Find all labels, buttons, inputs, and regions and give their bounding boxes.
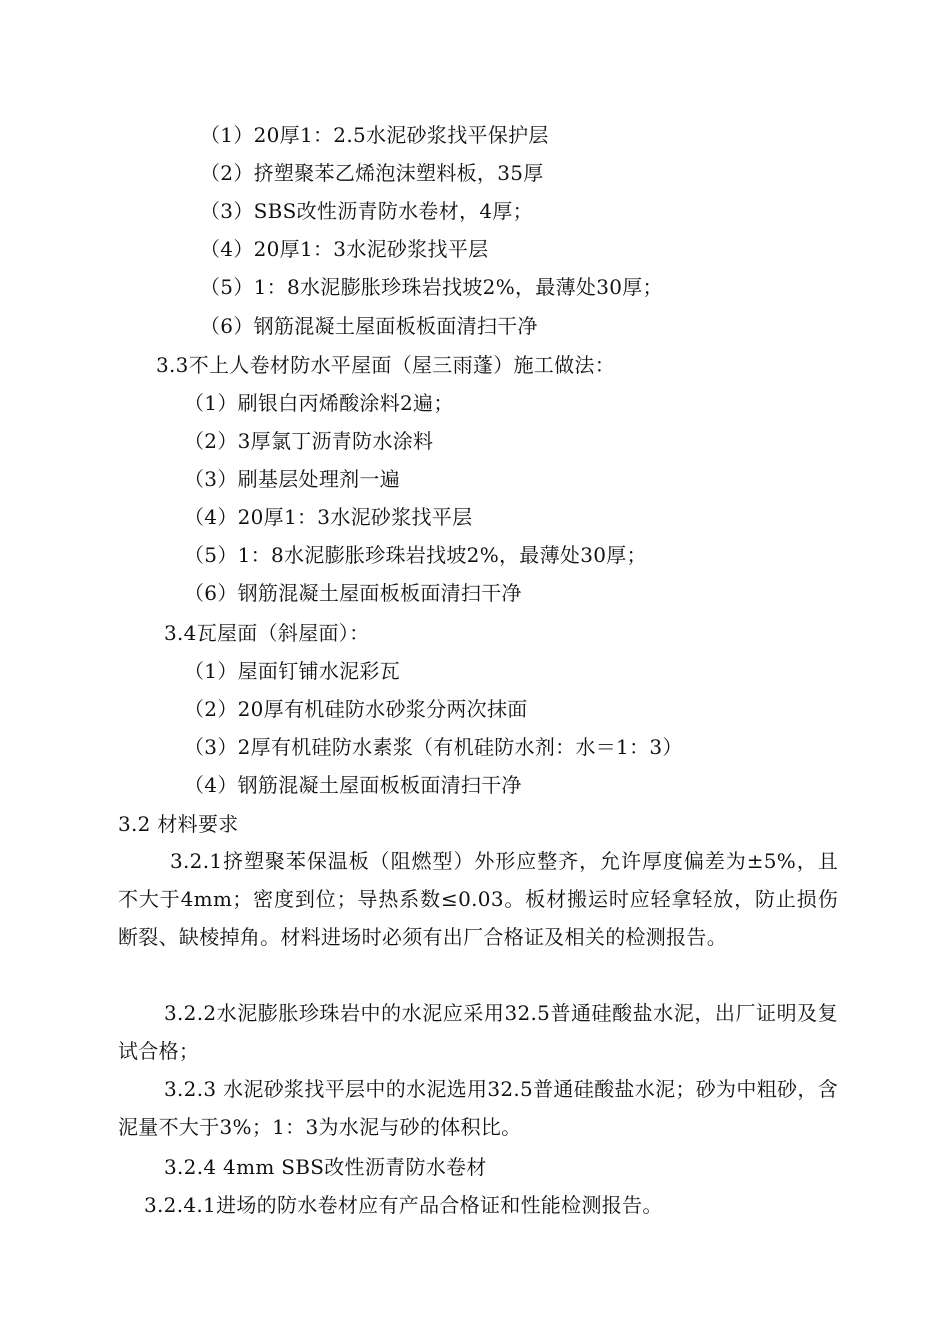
list-item: （2）挤塑聚苯乙烯泡沫塑料板，35厚	[200, 161, 544, 185]
list-item: （1）刷银白丙烯酸涂料2遍；	[184, 391, 454, 415]
list-item: （5）1：8水泥膨胀珍珠岩找坡2%，最薄处30厚；	[200, 275, 663, 299]
paragraph-3-2-3: 3.2.3 水泥砂浆找平层中的水泥选用32.5普通硅酸盐水泥；砂为中粗砂，含泥量不大于3%；1：3为水泥与砂的体积比。	[118, 1077, 838, 1139]
list-item: （6）钢筋混凝土屋面板板面清扫干净	[184, 581, 522, 605]
paragraph-3-2-1: 3.2.1挤塑聚苯保温板（阻燃型）外形应整齐，允许厚度偏差为±5%，且不大于4mm；密度到位；导热系数≤0.03。板材搬运时应轻拿轻放，防止损伤断裂、缺棱掉角。材料进场时必须有出厂合格证及相关的检测报告。	[118, 849, 838, 949]
section-heading: 3.2.4 4mm SBS改性沥青防水卷材	[164, 1155, 487, 1179]
list-item: （3）SBS改性沥青防水卷材，4厚；	[200, 199, 533, 223]
list-item: （1）屋面钉铺水泥彩瓦	[184, 659, 401, 683]
list-item: （2）20厚有机硅防水砂浆分两次抹面	[184, 697, 528, 721]
list-item: （4）钢筋混凝土屋面板板面清扫干净	[184, 773, 522, 797]
list-item: （3）刷基层处理剂一遍	[184, 467, 401, 491]
list-item: （5）1：8水泥膨胀珍珠岩找坡2%，最薄处30厚；	[184, 543, 647, 567]
list-item: （2）3厚氯丁沥青防水涂料	[184, 429, 434, 453]
section-heading: 3.2 材料要求	[118, 812, 239, 836]
list-item: （1）20厚1：2.5水泥砂浆找平保护层	[200, 123, 549, 147]
section-heading: 3.3不上人卷材防水平屋面（屋三雨蓬）施工做法：	[156, 353, 616, 377]
paragraph-3-2-4-1: 3.2.4.1进场的防水卷材应有产品合格证和性能检测报告。	[144, 1193, 663, 1217]
list-item: （6）钢筋混凝土屋面板板面清扫干净	[200, 314, 538, 338]
list-item: （3）2厚有机硅防水素浆（有机硅防水剂：水＝1：3）	[184, 735, 683, 759]
list-item: （4）20厚1：3水泥砂浆找平层	[184, 505, 473, 529]
paragraph-3-2-2: 3.2.2水泥膨胀珍珠岩中的水泥应采用32.5普通硅酸盐水泥，出厂证明及复试合格；	[118, 1001, 838, 1063]
list-item: （4）20厚1：3水泥砂浆找平层	[200, 237, 489, 261]
section-heading: 3.4瓦屋面（斜屋面）：	[164, 621, 370, 645]
